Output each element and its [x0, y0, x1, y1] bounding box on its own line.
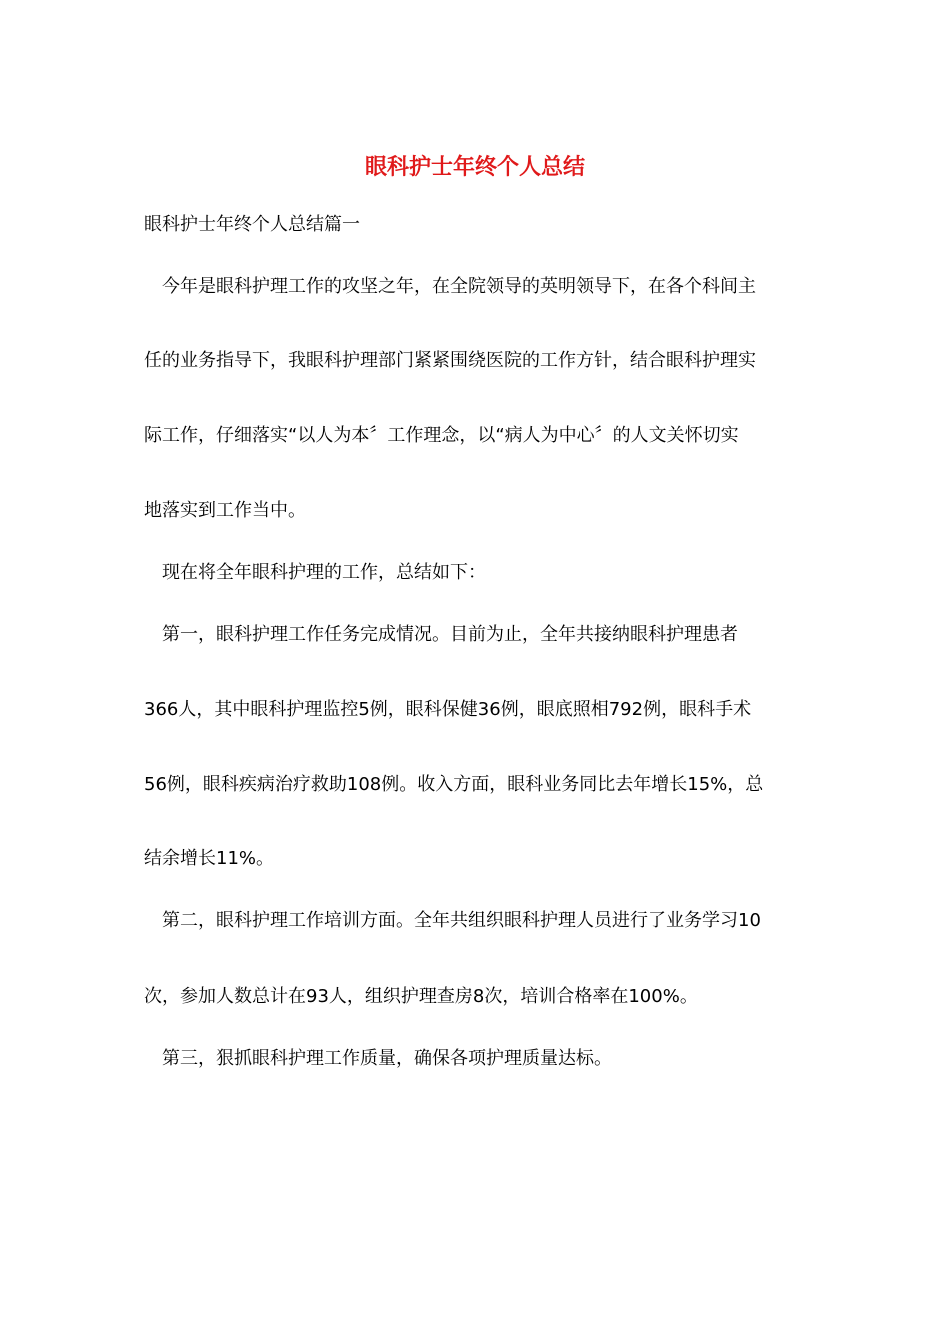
- document-subtitle: 眼科护士年终个人总结篇一: [144, 214, 360, 235]
- paragraph-1-line-4: 地落实到工作当中。: [144, 500, 306, 521]
- paragraph-1-line-1: 今年是眼科护理工作的攻坚之年，在全院领导的英明领导下，在各个科间主: [162, 276, 756, 297]
- paragraph-1-line-3: 际工作，仔细落实“以人为本〞工作理念，以“病人为中心〞的人文关怀切实: [144, 425, 739, 446]
- paragraph-1-line-2: 任的业务指导下，我眼科护理部门紧紧围绕医院的工作方针，结合眼科护理实: [144, 350, 756, 371]
- paragraph-2-line-1: 现在将全年眼科护理的工作，总结如下：: [162, 562, 486, 583]
- paragraph-3-line-1: 第一，眼科护理工作任务完成情况。目前为止，全年共接纳眼科护理患者: [162, 624, 738, 645]
- paragraph-5-line-1: 第三，狠抓眼科护理工作质量，确保各项护理质量达标。: [162, 1048, 612, 1069]
- paragraph-3-line-3: 56例，眼科疾病治疗救助108例。收入方面，眼科业务同比去年增长15%，总: [144, 774, 764, 795]
- paragraph-3-line-4: 结余增长11%。: [144, 848, 275, 869]
- paragraph-3-line-2: 366人，其中眼科护理监控5例，眼科保健36例，眼底照相792例，眼科手术: [144, 699, 752, 720]
- paragraph-4-line-1: 第二，眼科护理工作培训方面。全年共组织眼科护理人员进行了业务学习10: [162, 910, 761, 931]
- paragraph-4-line-2: 次，参加人数总计在93人，组织护理查房8次，培训合格率在100%。: [144, 986, 698, 1007]
- document-title: 眼科护士年终个人总结: [364, 154, 585, 180]
